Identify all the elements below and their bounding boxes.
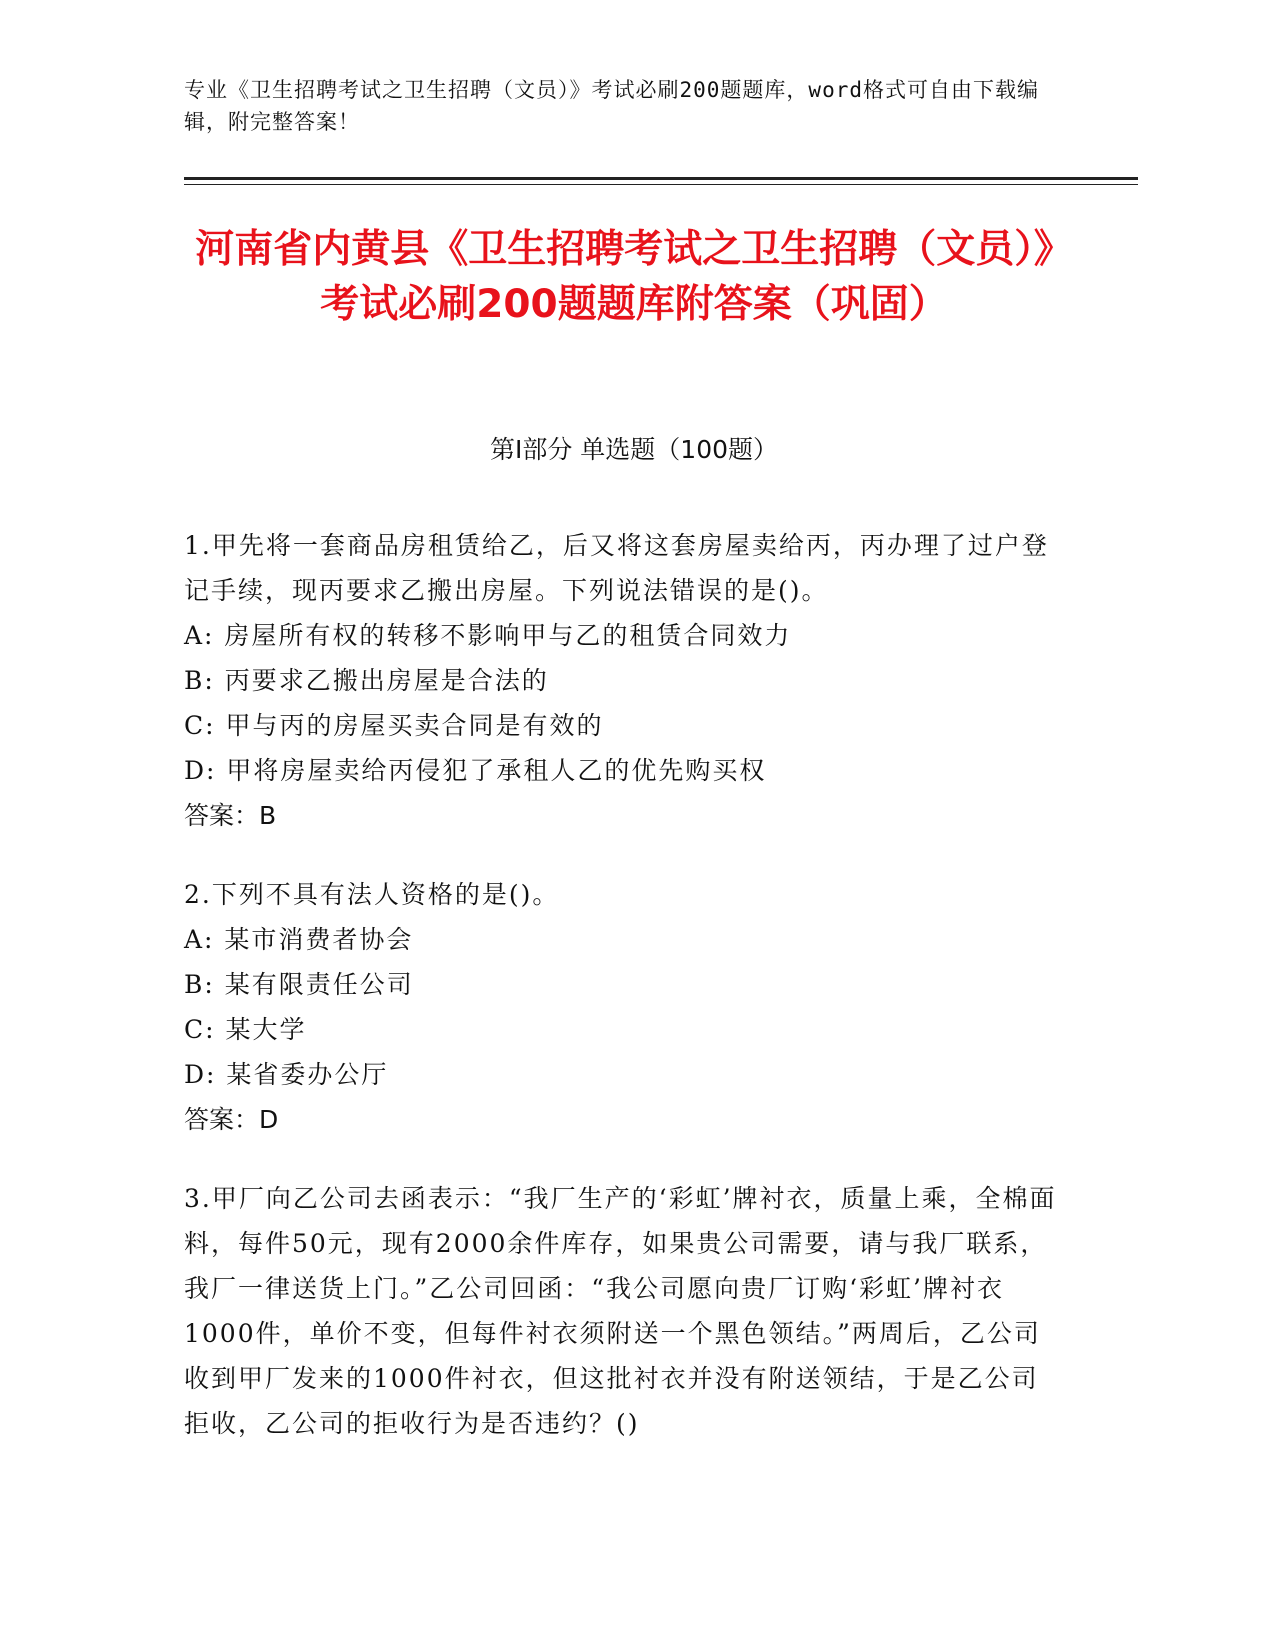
header-divider-thin [184,184,1138,185]
document-title: 河南省内黄县《卫生招聘考试之卫生招聘（文员）》考试必刷200题题库附答案（巩固） [195,227,1073,327]
header-note: 专业《卫生招聘考试之卫生招聘（文员）》考试必刷200题题库，word格式可自由下载编辑，附完整答案！ [184,78,1039,134]
question-2 [184,872,1064,1142]
question-1 [184,523,1064,838]
option-b: B: 丙要求乙搬出房屋是合法的 [184,666,549,695]
option-c: C: 某大学 [184,1015,307,1044]
answer: 答案：B [184,801,277,830]
option-c: C: 甲与丙的房屋买卖合同是有效的 [184,711,604,740]
option-a: A: 房屋所有权的转移不影响甲与乙的租赁合同效力 [184,621,792,650]
option-a: A: 某市消费者协会 [184,925,414,954]
question-text: 2.下列不具有法人资格的是()。 [184,880,560,909]
option-d: D: 甲将房屋卖给丙侵犯了承租人乙的优先购买权 [184,756,767,785]
question-text: 3.甲厂向乙公司去函表示：“我厂生产的‘彩虹’牌衬衣，质量上乘，全棉面料，每件50元，现有2000余件库存，如果贵公司需要，请与我厂联系，我厂一律送货上门。”乙公司回函：“我公司愿向贵厂订购‘彩虹’牌衬衣1000件，单价不变，但每件衬衣须附送一个黑色领结。”两周后，乙公司收到甲厂发来的1000件衬衣，但这批衬衣并没有附送领结，于是乙公司拒收，乙公司的拒收行为是否违约？() [184,1184,1057,1438]
header-divider-thick [184,177,1138,180]
answer: 答案：D [184,1105,279,1134]
section-title: 第I部分 单选题（100题） [489,435,779,464]
option-d: D: 某省委办公厅 [184,1060,389,1089]
option-b: B: 某有限责任公司 [184,970,414,999]
question-3 [184,1176,1064,1446]
question-list [184,523,1064,1480]
question-text: 1.甲先将一套商品房租赁给乙，后又将这套房屋卖给丙，丙办理了过户登记手续，现丙要求乙搬出房屋。下列说法错误的是()。 [184,531,1049,605]
